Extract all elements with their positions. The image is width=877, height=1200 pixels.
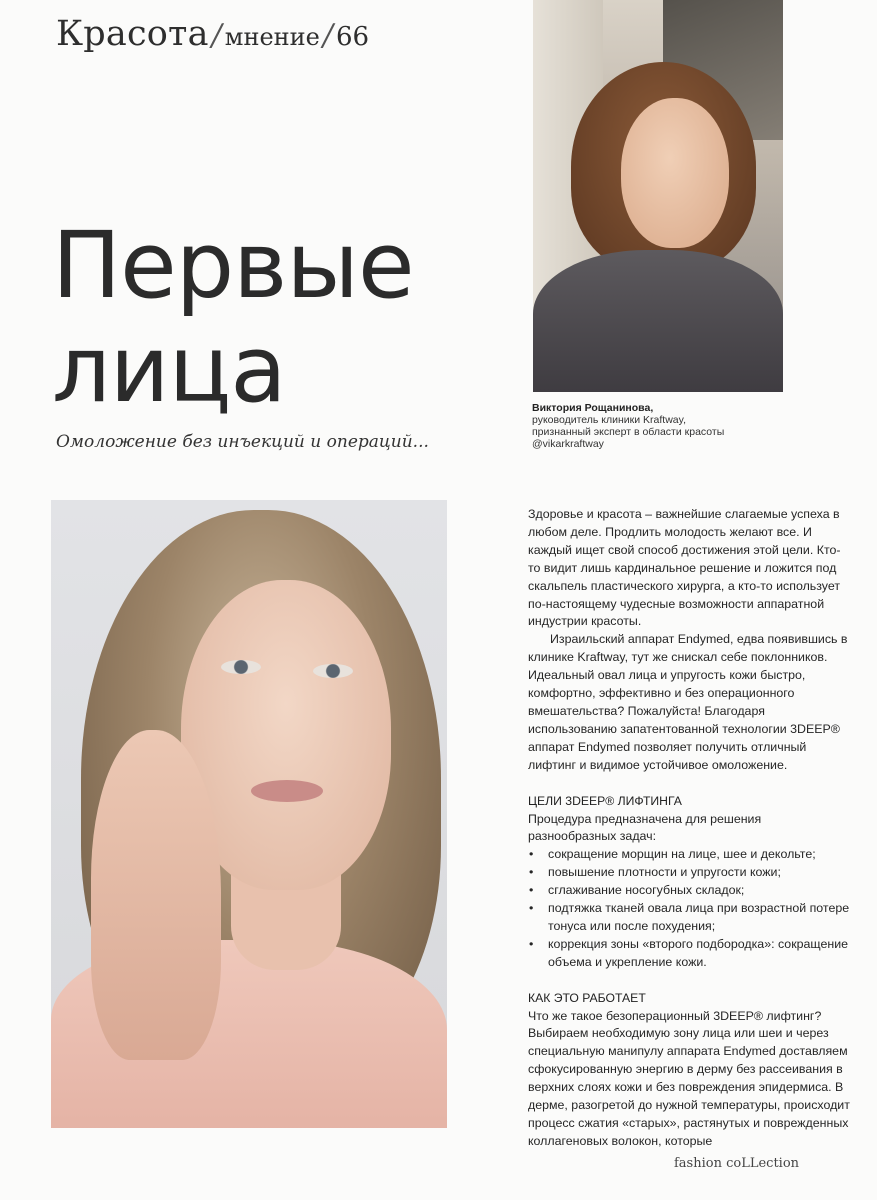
title-line-1: Первые xyxy=(52,212,414,319)
photo-hand xyxy=(91,730,221,1060)
article-paragraph: Израильский аппарат Endymed, едва появившись в клинике Kraftway, тут же снискал себе поклонников. Идеальный овал лица и упругость кожи быстро, комфортно, эффективно и без операционного вмешательства? Пожалуйста! Благодаря использованию запатентованной технологии 3DEEP® аппарат Endymed позволяет получить отличный лифтинг и видимое устойчивое омоложение. xyxy=(528,632,848,772)
expert-description: признанный эксперт в области красоты xyxy=(532,426,725,438)
page-number: 66 xyxy=(335,22,370,52)
section-heading: КАК ЭТО РАБОТАЕТ xyxy=(528,990,646,1005)
photo-eye xyxy=(313,664,353,678)
section-heading: ЦЕЛИ 3DEEP® ЛИФТИНГА xyxy=(528,793,682,808)
list-item: • подтяжка тканей овала лица при возрастной потере тонуса или после похудения; xyxy=(528,900,850,936)
expert-photo xyxy=(533,0,783,392)
list-item: • сокращение морщин на лице, шее и декольте; xyxy=(528,846,850,864)
photo-eye xyxy=(221,660,261,674)
expert-caption xyxy=(532,402,724,450)
photo-body xyxy=(533,250,783,392)
subsection-title: мнение xyxy=(224,23,320,51)
list-item: • коррекция зоны «второго подбородка»: сокращение объема и укрепление кожи. xyxy=(528,936,850,972)
photo-lips xyxy=(251,780,323,802)
article-title xyxy=(52,214,414,422)
article-body xyxy=(528,506,850,1151)
expert-name: Виктория Рощанинова, xyxy=(532,402,654,414)
photo-face xyxy=(621,98,729,248)
section-header xyxy=(56,14,369,54)
article-subtitle: Омоложение без инъекций и операций... xyxy=(56,432,429,452)
goals-list xyxy=(528,846,850,971)
list-item: • повышение плотности и упругости кожи; xyxy=(528,864,850,882)
expert-role: руководитель клиники Kraftway, xyxy=(532,414,687,426)
title-line-2: лица xyxy=(52,316,286,423)
list-item: • сглаживание носогубных складок; xyxy=(528,882,850,900)
separator: / xyxy=(211,18,222,53)
section-title: Красота xyxy=(56,14,209,54)
separator: / xyxy=(322,18,333,53)
article-paragraph: Что же такое безоперационный 3DEEP® лифтинг? Выбираем необходимую зону лица или шеи и через специальную манипулу аппарата Endymed доставляем сфокусированную энергию в дерму без рассеивания в верхних слоях кожи и без повреждения эпидермиса. В дерме, разогретой до нужной температуры, происходит процесс сжатия «старых», растянутых и поврежденных коллагеновых волокон, которые xyxy=(528,1008,850,1148)
article-intro: Здоровье и красота – важнейшие слагаемые успеха в любом деле. Продлить молодость желают все. И каждый ищет свой способ достижения этой цели. Кто-то видит лишь кардинальное решение и ложится под скальпель пластического хирурга, а кто-то использует по-настоящему чудесные возможности аппаратной индустрии красоты. xyxy=(528,507,841,629)
expert-handle: @vikarkraftway xyxy=(532,438,604,450)
magazine-footer: fashion coLLection xyxy=(674,1156,800,1171)
section-intro: Процедура предназначена для решения разнообразных задач: xyxy=(528,811,762,844)
model-photo xyxy=(51,500,447,1128)
